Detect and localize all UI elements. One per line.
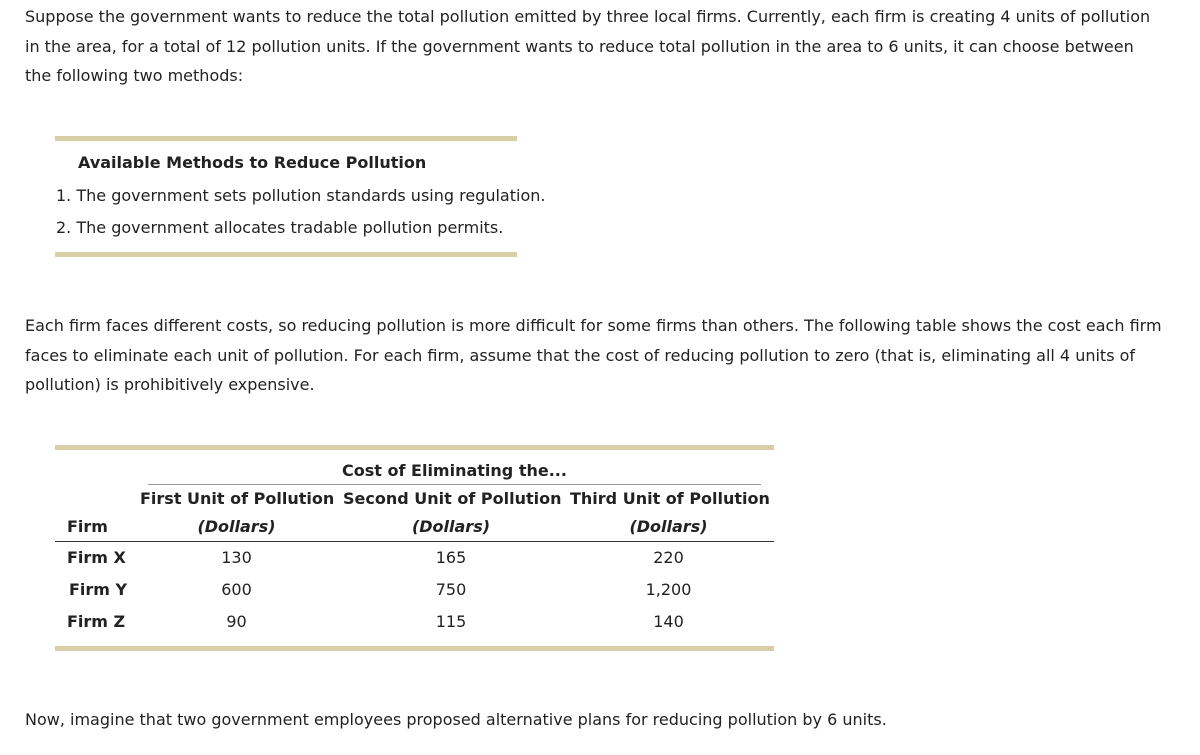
value-first: 600 [221,580,252,599]
value-second: 750 [435,580,467,599]
closing-paragraph: Now, imagine that two government employees proposed alternative plans for reducing pollution by 6 units. [25,710,887,729]
value-third: 220 [653,548,684,567]
table-bottom-rule [55,646,774,651]
col-unit-second: (Dollars) [411,517,491,536]
table-group-header: Cost of Eliminating the... [342,461,567,480]
col-header-first: First Unit of Pollution [140,489,335,508]
col-header-second: Second Unit of Pollution [343,489,562,508]
group-header-rule [148,484,761,485]
value-first: 90 [226,612,247,631]
firm-name: Firm Z [67,612,126,631]
method-item-2: 2. The government allocates tradable pollution permits. [56,218,504,237]
col-header-third: Third Unit of Pollution [570,489,770,508]
value-third: 1,200 [645,580,692,599]
value-first: 130 [221,548,252,567]
methods-top-rule [55,136,517,141]
header-bottom-rule [55,541,774,542]
col-unit-third: (Dollars) [629,517,708,536]
intro-paragraph: Suppose the government wants to reduce the total pollution emitted by three local firms. Currently, each firm is creating 4 units of pollution in the area, for a total of 12 pollution units. If the government wants to reduce total pollution in the area to 6 units, it can choose between the following two methods: [25,7,1151,85]
methods-title: Available Methods to Reduce Pollution [78,153,427,172]
table-top-rule [55,445,774,450]
firm-name: Firm Y [69,580,128,599]
method-item-1: 1. The government sets pollution standards using regulation. [56,186,546,205]
methods-bottom-rule [55,252,517,257]
value-third: 140 [653,612,684,631]
value-second: 115 [435,612,467,631]
col-header-firm: Firm [67,517,108,536]
costs-paragraph: Each firm faces different costs, so reducing pollution is more difficult for some firms than others. The following table shows the cost each firm faces to eliminate each unit of pollution. For each firm, assume that the cost of reducing pollution to zero (that is, eliminating all 4 units of pollution) is prohibitively expensive. [25,316,1162,394]
col-unit-first: (Dollars) [197,517,276,536]
value-second: 165 [435,548,467,567]
methods-list [56,182,545,246]
firm-name: Firm X [67,548,126,567]
